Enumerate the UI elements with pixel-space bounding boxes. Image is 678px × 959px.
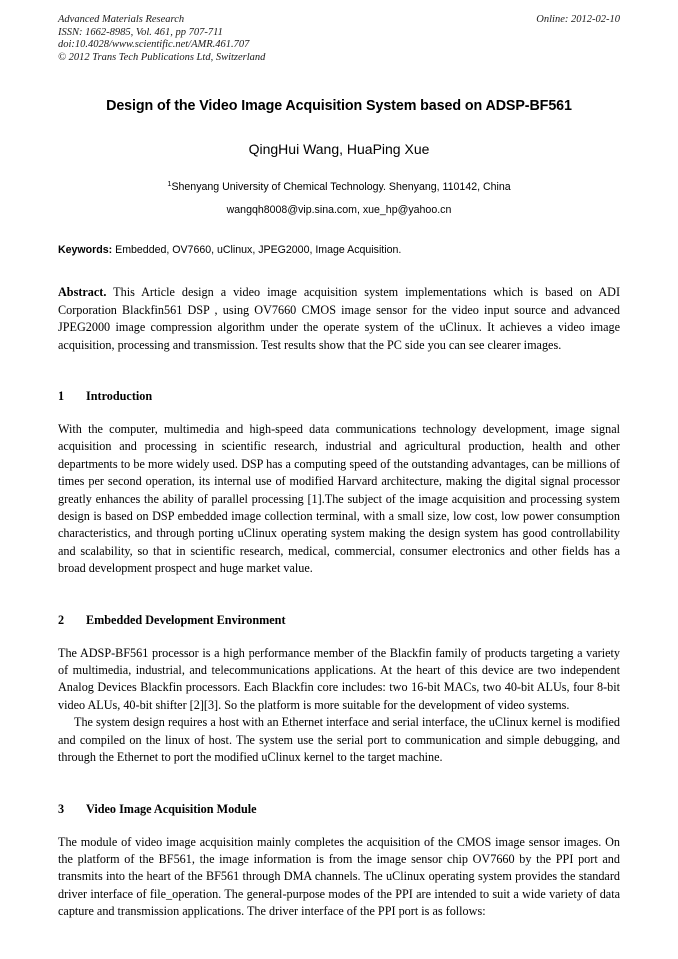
section-heading-1	[58, 388, 620, 404]
section-number-2: 2	[58, 612, 65, 627]
section-title-2: Embedded Development Environment	[86, 612, 286, 627]
abstract-block	[58, 284, 620, 354]
abstract-text: This Article design a video image acquisition system implementations which is based on ADI Corporation Blackfin561 DSP , using OV7660 CMOS image sensor for the video input source and advanced JPEG2000 image compression algorithm under the operate system of the uClinux. It achieves a video image acquisition, processing and transmission. Test results show that the PC side you can see clearer images.	[58, 285, 621, 352]
affiliation-text: Shenyang University of Chemical Technology. Shenyang, 110142, China	[171, 181, 511, 194]
journal-header	[58, 14, 620, 64]
affiliation-marker: 1	[167, 179, 172, 189]
affiliation	[58, 180, 620, 195]
section-2-paragraph-1: The ADSP-BF561 processor is a high performance member of the Blackfin family of products targeting a variety of multimedia, industrial, and telecommunications applications. At the heart of this device are two independent Analog Devices Blackfin processors. Each Blackfin core includes: two 16-bit MACs, two 40-bit ALUs, four 8-bit video ALUs, 40-bit shifter [2][3]. So the platform is more suitable for the development of video systems.	[58, 645, 620, 712]
journal-doi: doi:10.4028/www.scientific.net/AMR.461.707	[58, 39, 250, 51]
journal-name: Advanced Materials Research	[58, 14, 185, 25]
section-2-paragraph-2: The system design requires a host with an Ethernet interface and serial interface, the uClinux kernel is modified and compiled on the linux of host. The system use the serial port to communication and simple debugging, and through the Ethernet to port the modified uClinux kernel to the target machine.	[58, 715, 620, 765]
online-date: Online: 2012-02-10	[536, 14, 620, 25]
journal-copyright: © 2012 Trans Tech Publications Ltd, Switzerland	[58, 51, 266, 63]
keywords-label: Keywords:	[58, 244, 113, 257]
section-heading-2	[58, 612, 620, 628]
journal-issn: ISSN: 1662-8985, Vol. 461, pp 707-711	[58, 26, 223, 38]
abstract-label: Abstract.	[58, 285, 107, 300]
section-number-1: 1	[58, 389, 65, 403]
section-title-1: Introduction	[86, 389, 153, 403]
section-title-3: Video Image Acquisition Module	[86, 801, 257, 816]
section-number-3: 3	[58, 801, 65, 816]
keywords-line	[58, 243, 620, 258]
author-list: QingHui Wang, HuaPing Xue	[248, 141, 430, 158]
author-emails: wangqh8008@vip.sina.com, xue_hp@yahoo.cn	[226, 204, 452, 217]
section-3-paragraph-1: The module of video image acquisition mainly completes the acquisition of the CMOS image sensor images. On the platform of the BF561, the image information is from the image sensor chip OV7660 by the PPI port and transmits into the heart of the BF561 through DMA channels. The uClinux operating system provides the standard driver interface of file_operation. The general-purpose modes of the PPI are intended to suit a wide variety of data capture and transmission applications. The driver interface of the PPI port is as follows:	[58, 834, 620, 919]
page-title: Design of the Video Image Acquisition System based on ADSP-BF561	[106, 98, 572, 115]
keywords-text: Embedded, OV7660, uClinux, JPEG2000, Image Acquisition.	[115, 244, 402, 257]
section-heading-3	[58, 801, 620, 817]
section-1-paragraph-1: With the computer, multimedia and high-speed data communications technology development, image signal acquisition and processing in scientific research, industrial and agricultural production, health and other departments to be more widely used. DSP has a computing speed of the outstanding advantages, can be millions of times per second operation, its internal use of modified Harvard architecture, making the digital signal processor greatly enhances the ability of parallel processing [1].The subject of the image acquisition and processing system design is based on DSP embedded image collection terminal, with a small size, low cost, low power consumption characteristics, and through porting uClinux operating system making the design system has good controllability and scalability, so that in scientific research, medical, commercial, consumer electronics and other fields has a broad development prospect and huge market value.	[58, 422, 620, 576]
